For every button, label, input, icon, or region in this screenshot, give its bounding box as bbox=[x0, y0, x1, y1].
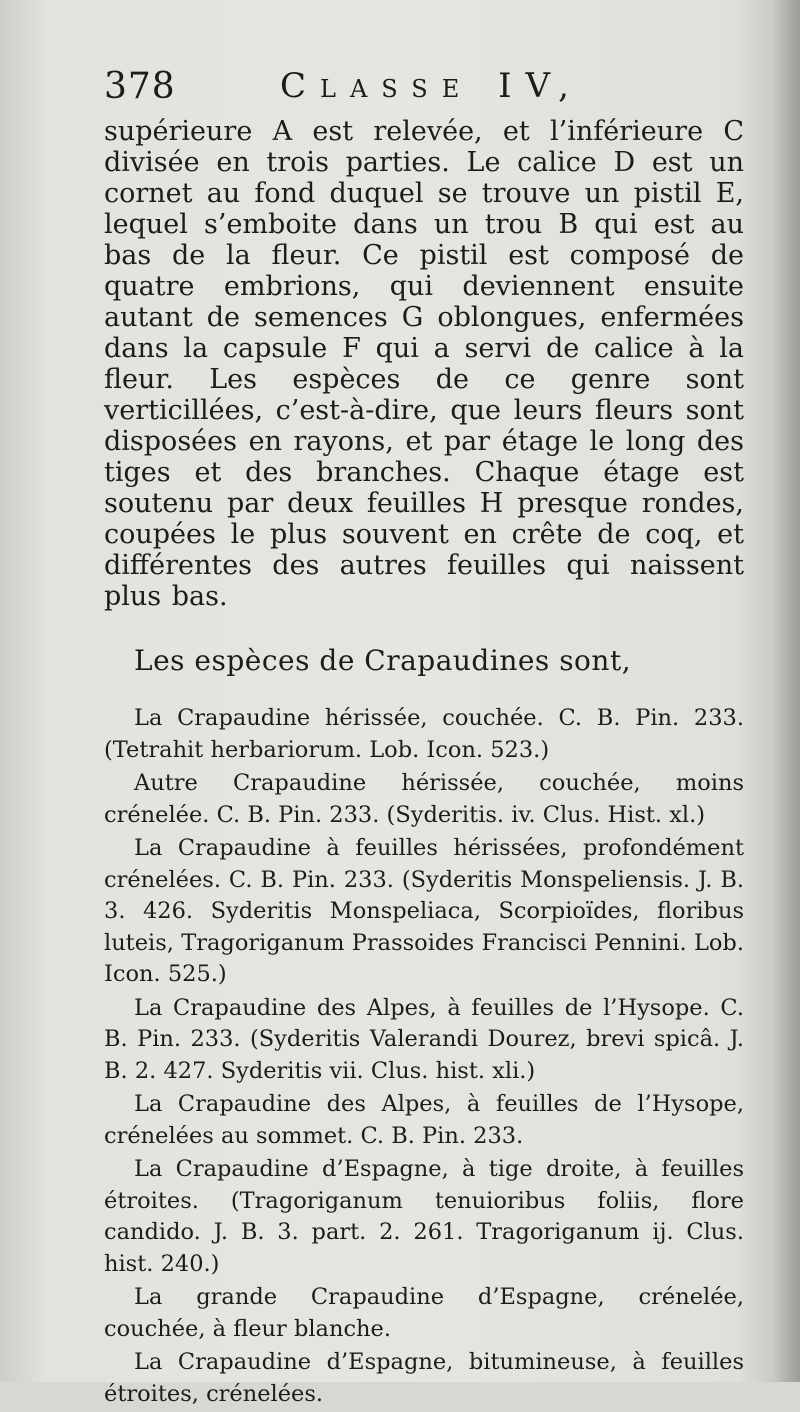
species-list bbox=[104, 703, 744, 1410]
species-entry: La Crapaudine à feuilles hérissées, profondément crénelées. C. B. Pin. 233. (Syderitis Monspeliensis. J. B. 3. 426. Syderitis Monspeliaca, Scorpioïdes, floribus luteis, Tragoriganum Prassoides Francisci Pennini. Lob. Icon. 525.) bbox=[104, 835, 744, 987]
page-gutter-shadow bbox=[772, 0, 800, 1382]
intro-paragraph: supérieure A est relevée, et l’inférieure C divisée en trois parties. Le calice D est un cornet au fond duquel se trouve un pistil E, lequel s’emboite dans un trou B qui est au bas de la fleur. Ce pistil est composé de quatre embrions, qui deviennent ensuite autant de semences G oblongues, enfermées dans la capsule F qui a servi de calice à la fleur. Les espèces de ce genre sont verticillées, c’est-à-dire, que leurs fleurs sont disposées en rayons, et par étage le long des tiges et des branches. Chaque étage est soutenu par deux feuilles H presque rondes, coupées le plus souvent en crête de coq, et différentes des autres feuilles qui naissent plus bas. bbox=[104, 116, 744, 612]
page-body bbox=[104, 116, 744, 1412]
species-entry: La Crapaudine d’Espagne, à tige droite, à feuilles étroites. (Tragoriganum tenuioribus foliis, flore candido. J. B. 3. part. 2. 261. Tragoriganum ij. Clus. hist. 240.) bbox=[104, 1156, 744, 1277]
species-entry: La Crapaudine d’Espagne, bitumineuse, à feuilles étroites, crénelées. bbox=[104, 1349, 744, 1407]
species-entry: La Crapaudine hérissée, couchée. C. B. Pin. 233. (Tetrahit herbariorum. Lob. Icon. 523.) bbox=[104, 705, 744, 763]
species-entry: La Crapaudine des Alpes, à feuilles de l’Hysope. C. B. Pin. 233. (Syderitis Valerandi Dourez, brevi spicâ. J. B. 2. 427. Syderitis vii. Clus. hist. xli.) bbox=[104, 994, 744, 1084]
species-entry: Autre Crapaudine hérissée, couchée, moins crénelée. C. B. Pin. 233. (Syderitis. iv. Clus. Hist. xl.) bbox=[104, 770, 744, 828]
page-header bbox=[104, 66, 744, 116]
section-heading: Les espèces de Crapaudines sont, bbox=[134, 644, 632, 677]
species-entry: La grande Crapaudine d’Espagne, crénelée, couchée, à fleur blanche. bbox=[104, 1284, 744, 1342]
running-title: Classe IV, bbox=[280, 66, 583, 106]
species-entry: La Crapaudine des Alpes, à feuilles de l’Hysope, crénelées au sommet. C. B. Pin. 233. bbox=[104, 1091, 744, 1149]
page-number: 378 bbox=[104, 66, 176, 107]
